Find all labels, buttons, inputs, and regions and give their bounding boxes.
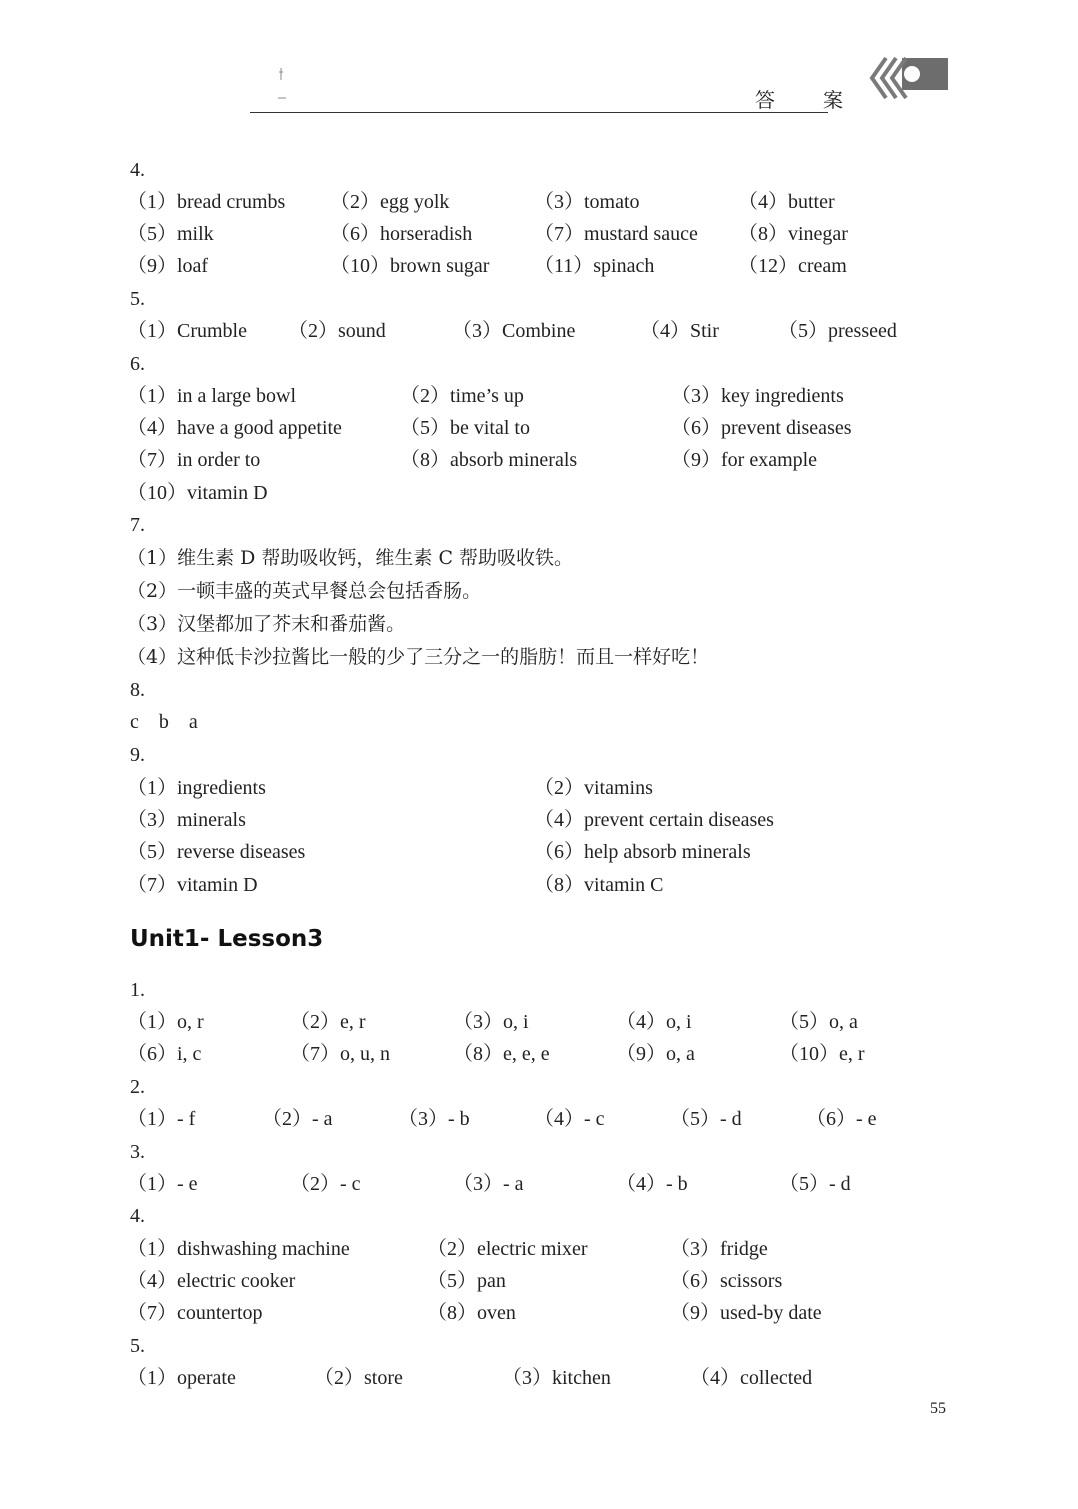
- answer-item: （6）horseradish: [330, 223, 473, 245]
- header-margin-marks: [276, 64, 288, 104]
- answer-item: （8）vitamin C: [534, 874, 664, 896]
- answer-item: （2）time’s up: [400, 385, 524, 407]
- answer-item: （9）o, a: [616, 1043, 695, 1065]
- translation-line: （1）维生素 D 帮助吸收钙，维生素 C 帮助吸收铁。: [127, 547, 574, 569]
- answer-item: （3）- b: [398, 1108, 470, 1130]
- answer-item: （5）- d: [670, 1108, 742, 1130]
- header-rule: [250, 112, 828, 113]
- question-3-number: 3.: [130, 1141, 145, 1163]
- answer-item: （7）countertop: [127, 1302, 263, 1324]
- answer-item: （1）ingredients: [127, 777, 266, 799]
- lesson-heading: Unit1- Lesson3: [130, 926, 324, 952]
- answer-item: （4）o, i: [616, 1011, 692, 1033]
- answer-item: （4）- b: [616, 1173, 688, 1195]
- answer-item: （5）o, a: [779, 1011, 858, 1033]
- answer-item: （2）egg yolk: [330, 191, 450, 213]
- answer-item: （2）electric mixer: [427, 1238, 588, 1260]
- answer-item: （10）brown sugar: [330, 255, 490, 277]
- answer-item: （4）have a good appetite: [127, 417, 342, 439]
- answer-item: （1）Crumble: [127, 320, 247, 342]
- answer-item: （10）vitamin D: [127, 482, 268, 504]
- answer-item: （1）- f: [127, 1108, 196, 1130]
- question-4-number: 4.: [130, 159, 145, 181]
- question-5-number: 5.: [130, 1335, 145, 1357]
- question-4-number: 4.: [130, 1205, 145, 1227]
- question-8-number: 8.: [130, 679, 145, 701]
- answer-item: （9）loaf: [127, 255, 209, 277]
- answer-item: （2）e, r: [290, 1011, 366, 1033]
- answer-item: （11）spinach: [534, 255, 655, 277]
- answer-item: （12）cream: [738, 255, 847, 277]
- answer-item: （5）reverse diseases: [127, 841, 306, 863]
- answer-item: （6）prevent diseases: [671, 417, 852, 439]
- answer-item: （1）bread crumbs: [127, 191, 286, 213]
- answer-item: （7）vitamin D: [127, 874, 258, 896]
- chevron-logo-icon: [866, 56, 948, 102]
- answer-item: （3）Combine: [452, 320, 576, 342]
- answer-item: （1）operate: [127, 1367, 236, 1389]
- answer-item: （4）prevent certain diseases: [534, 809, 774, 831]
- answer-item: （5）be vital to: [400, 417, 530, 439]
- answer-item: （3）- a: [453, 1173, 524, 1195]
- answer-item: （3）o, i: [453, 1011, 529, 1033]
- answer-item: （1）- e: [127, 1173, 198, 1195]
- answer-item: （1）o, r: [127, 1011, 204, 1033]
- answer-item: （3）tomato: [534, 191, 640, 213]
- question-6-number: 6.: [130, 353, 145, 375]
- answer-item: （4）collected: [690, 1367, 813, 1389]
- answer-item: （3）minerals: [127, 809, 246, 831]
- answer-item: （5）presseed: [778, 320, 897, 342]
- question-9-number: 9.: [130, 744, 145, 766]
- answer-item: （9）used-by date: [670, 1302, 822, 1324]
- question-1-number: 1.: [130, 979, 145, 1001]
- translation-line: （2）一顿丰盛的英式早餐总会包括香肠。: [127, 580, 482, 602]
- question-2-number: 2.: [130, 1076, 145, 1098]
- answer-item: （5）- d: [779, 1173, 851, 1195]
- answer-item: （2）sound: [288, 320, 386, 342]
- answer-item: （10）e, r: [779, 1043, 865, 1065]
- answer-item: （1）dishwashing machine: [127, 1238, 350, 1260]
- answer-item: （6）help absorb minerals: [534, 841, 751, 863]
- answer-item: （2）- c: [290, 1173, 361, 1195]
- answer-item: （8）e, e, e: [453, 1043, 550, 1065]
- answer-item: （2）vitamins: [534, 777, 653, 799]
- answer-item: （7）o, u, n: [290, 1043, 390, 1065]
- answer-item: （8）vinegar: [738, 223, 848, 245]
- answer-sequence: c b a: [130, 711, 198, 733]
- answer-item: （6）- e: [806, 1108, 877, 1130]
- answer-item: （4）Stir: [640, 320, 719, 342]
- answer-item: （5）pan: [427, 1270, 506, 1292]
- question-7-number: 7.: [130, 514, 145, 536]
- translation-line: （3）汉堡都加了芥末和番茄酱。: [127, 613, 406, 635]
- answer-item: （2）store: [314, 1367, 403, 1389]
- answer-item: （9）for example: [671, 449, 818, 471]
- answer-item: （8）absorb minerals: [400, 449, 578, 471]
- answer-item: （2）- a: [262, 1108, 333, 1130]
- answer-item: （3）kitchen: [502, 1367, 611, 1389]
- answer-item: （6）scissors: [670, 1270, 783, 1292]
- answer-item: （5）milk: [127, 223, 214, 245]
- answer-item: （3）key ingredients: [671, 385, 844, 407]
- answer-item: （4）- c: [534, 1108, 605, 1130]
- answer-item: （6）i, c: [127, 1043, 202, 1065]
- header-title: 答 案: [755, 88, 857, 112]
- answer-item: （1）in a large bowl: [127, 385, 297, 407]
- answer-item: （4）butter: [738, 191, 835, 213]
- page-number: 55: [930, 1400, 946, 1417]
- answer-item: （4）electric cooker: [127, 1270, 296, 1292]
- answer-item: （7）mustard sauce: [534, 223, 698, 245]
- translation-line: （4）这种低卡沙拉酱比一般的少了三分之一的脂肪！而且一样好吃！: [127, 646, 710, 668]
- answer-item: （3）fridge: [670, 1238, 768, 1260]
- answer-item: （7）in order to: [127, 449, 261, 471]
- answer-item: （8）oven: [427, 1302, 516, 1324]
- question-5-number: 5.: [130, 288, 145, 310]
